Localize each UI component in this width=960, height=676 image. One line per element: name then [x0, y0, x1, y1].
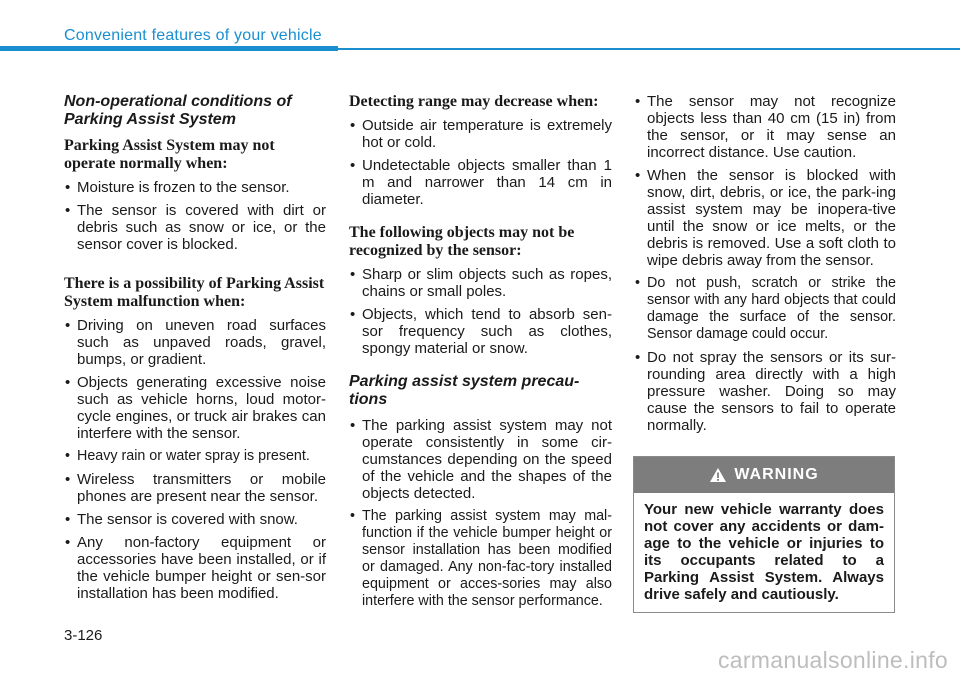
list-item: • Do not spray the sensors or its sur-rounding area directly with a high pressure washer. Doing so may cause the sensors to fail to operate normally.	[634, 349, 896, 434]
list-item: • Undetectable objects smaller than 1 m and narrower than 14 cm in diameter.	[349, 157, 612, 208]
list-item: • Outside air temperature is extremely hot or cold.	[349, 117, 612, 151]
list-item: • Driving on uneven road surfaces such as unpaved roads, gravel, bumps, or gradient.	[64, 317, 326, 368]
list-item: • Heavy rain or water spray is present.	[64, 448, 326, 465]
column-middle	[349, 93, 612, 616]
section-title-non-operational: Non-operational conditions of Parking Assist System	[64, 93, 292, 128]
list-item: • The parking assist system may not operate consistently in some cir-cumstances depending on the speed of the vehicle and the shapes of the objects detected.	[349, 417, 612, 502]
page-number: 3-126	[64, 627, 103, 644]
list-item: • The sensor is covered with dirt or debris such as snow or ice, or the sensor cover is blocked.	[64, 202, 326, 253]
section-title-precautions: Parking assist system precau-tions	[349, 373, 580, 408]
subheading-malfunction: There is a possibility of Parking Assist System malfunction when:	[64, 275, 325, 310]
section-header-title: Convenient features of your vehicle	[64, 27, 322, 44]
warning-triangle-icon	[709, 467, 727, 483]
warning-header	[634, 457, 894, 493]
warning-label: WARNING	[734, 466, 819, 483]
header-rule-thick	[0, 46, 338, 51]
subheading-not-recognized: The following objects may not be recognized by the sensor:	[349, 224, 575, 259]
list-item: • Moisture is frozen to the sensor.	[64, 179, 326, 196]
list-item: • Any non-factory equipment or accessories have been installed, or if the vehicle bumper height or sen-sor installation has been modified.	[64, 534, 326, 602]
list-item: • Wireless transmitters or mobile phones are present near the sensor.	[64, 471, 326, 505]
bullet-list	[349, 117, 612, 208]
list-item: • Objects generating excessive noise such as vehicle horns, loud motor-cycle engines, or truck air brakes can interfere with the sensor.	[64, 374, 326, 442]
list-item: • The sensor is covered with snow.	[64, 511, 326, 528]
column-left	[64, 93, 326, 608]
list-item: • Objects, which tend to absorb sen-sor frequency such as clothes, spongy material or snow.	[349, 306, 612, 357]
list-item: • Sharp or slim objects such as ropes, chains or small poles.	[349, 266, 612, 300]
bullet-list	[64, 317, 326, 602]
list-item: • The sensor may not recognize objects less than 40 cm (15 in) from the sensor, or it may sense an incorrect distance. Use caution.	[634, 93, 896, 161]
subheading-may-not-operate: Parking Assist System may not operate normally when:	[64, 137, 275, 172]
warning-text: Your new vehicle warranty does not cover any accidents or dam-age to the vehicle or injuries to its occupants related to a Parking Assist System. Always drive safely and cautiously.	[644, 501, 884, 603]
watermark: carmanualsonline.info	[717, 647, 948, 673]
bullet-list	[64, 179, 326, 253]
list-item: • Do not push, scratch or strike the sensor with any hard objects that could damage the surface of the sensor. Sensor damage could occur.	[634, 275, 896, 343]
list-item: • The parking assist system may mal-function if the vehicle bumper height or sensor installation has been modified or damaged. Any non-fac-tory installed equipment or acces-sories may also interfere with the sensor performance.	[349, 508, 612, 610]
subheading-detecting-range: Detecting range may decrease when:	[349, 93, 599, 110]
list-item: • When the sensor is blocked with snow, dirt, debris, or ice, the park-ing assist system may be inopera-tive until the snow or ice melts, or the debris is removed. Use a soft cloth to wipe debris away from the sensor.	[634, 167, 896, 269]
bullet-list	[349, 266, 612, 357]
column-right	[634, 93, 896, 440]
header-rule-thin	[338, 48, 960, 50]
bullet-list	[634, 93, 896, 434]
warning-box	[633, 456, 895, 613]
bullet-list	[349, 417, 612, 610]
